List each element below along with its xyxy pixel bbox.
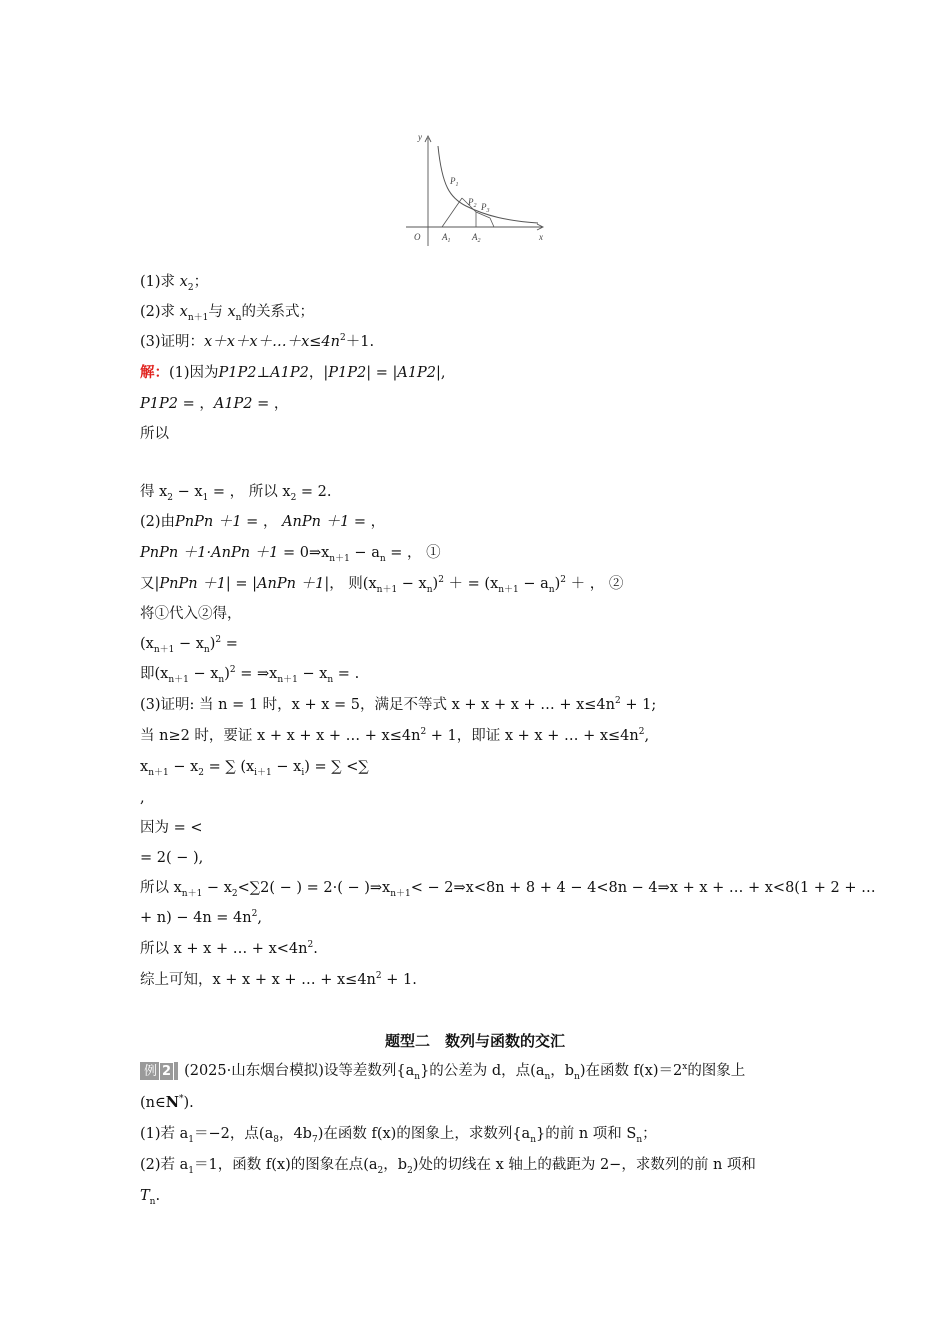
solution-line-20: 综上可知，x + x + x + … + $x\le 4n^2 + 1$. — [140, 971, 417, 988]
solution-line-4: 得 $x_2 - x_1$ = ， 所以 $x_2 = 2$. — [140, 484, 332, 503]
x-axis-label: x — [539, 232, 543, 242]
question-3: (3)证明：$x+x+x+\dots+x\le 4n^2+1$. — [140, 333, 375, 350]
example-line-4: (2)若 $a_1=1$，函数 f(x)的图象在点($a_2$，$b_2$)处的切线在 x 轴上的截距为 2−，求数列的前 n 项和 — [140, 1157, 756, 1176]
question-1: (1)求 $x_2$； — [140, 274, 209, 293]
solution-line-9: $(x_{n+1} - x_n)^2$ = — [140, 635, 238, 655]
example-line-2: (n∈N*). — [140, 1094, 194, 1111]
solution-line-15: 因为 = < — [140, 820, 203, 836]
p3-label: $P_3$ — [481, 202, 490, 214]
example-badge: 例 2 — [140, 1062, 178, 1080]
example-line-5: $T_n$. — [140, 1188, 161, 1207]
p2-label: $P_2$ — [468, 197, 477, 209]
solution-line-2: P1P2 = ，A1P2 = ， — [140, 396, 289, 412]
solution-line-1: 解：(1)因为P1P2⊥A1P2，|P1P2| = |A1P2|, — [140, 364, 446, 381]
example-line-3: (1)若 $a_1=-2$，点($a_8$，$4b_7$)在函数 f(x)的图象上，求数列$\{a_n\}$的前 n 项和 $S_n$； — [140, 1126, 657, 1145]
p1-label: $P_1$ — [450, 176, 459, 188]
solution-line-16: = 2( − ), — [140, 850, 204, 866]
solution-line-6: PnPn ＋1·AnPn $+1 = 0\Rightarrow x_{n+1} - a_n$ = ， ① — [140, 545, 441, 564]
question-2: (2)求 $x_{n+1}$与 $x_n$的关系式； — [140, 304, 314, 323]
solution-line-12: 当 n≥2 时，要证 x + x + x + … + $x\le 4n^2 + 1$，即证 x + x + … + $x\le 4n^2$, — [140, 727, 650, 744]
solution-line-14: , — [140, 790, 145, 806]
solution-line-7: 又|PnPn ＋1| = |AnPn ＋1|， 则$(x_{n+1} - x_n)^2$ ＋ = $(x_{n+1} - a_n)^2$ ＋ ， ② — [140, 575, 624, 595]
solution-line-19: 所以 x + x + … + $x<4n^2$. — [140, 940, 318, 957]
example-line-1: 例 2 (2025·山东烟台模拟)设等差数列$\{a_n\}$的公差为 d，点($a_n$，$b_n$)在函数 $f(x)=2^x$的图象上 — [140, 1061, 745, 1081]
y-axis-label: y — [418, 132, 422, 142]
solution-line-5: (2)由PnPn ＋1 = ， AnPn ＋1 = ， — [140, 514, 386, 530]
a2-label: $A_2$ — [472, 232, 481, 244]
solution-line-8: 将①代入②得， — [140, 606, 242, 622]
solution-line-17: 所以 $x_{n+1} - x_2<\sum 2$( − ) = $2\cdot( - )\Rightarrow x_{n+1}<$ − 2⇒x<8n + 8 + 4 − 4<8n − 4⇒x + x + … + x<8(1 + 2 + … — [140, 880, 876, 899]
solution-line-18: + $n) - 4n = 4n^2$, — [140, 909, 262, 926]
solution-line-3: 所以 — [140, 426, 169, 442]
origin-label: O — [414, 232, 421, 242]
curve-figure — [398, 126, 550, 254]
solution-line-13: $x_{n+1} - x_2$ = ∑ $(x_{i+1} - x_i)$ = ∑ <∑ — [140, 759, 369, 778]
solution-line-10: 即$(x_{n+1} - x_n)^2$ = $\Rightarrow x_{n+1} - x_n$ = . — [140, 665, 360, 685]
a1-label: $A_1$ — [442, 232, 451, 244]
solution-line-11: (3)证明: 当 n = 1 时，x + x = 5，满足不等式 x + x + x + … + $x\le 4n^2 + 1$; — [140, 696, 657, 713]
section-title: 题型二 数列与函数的交汇 — [384, 1032, 565, 1050]
